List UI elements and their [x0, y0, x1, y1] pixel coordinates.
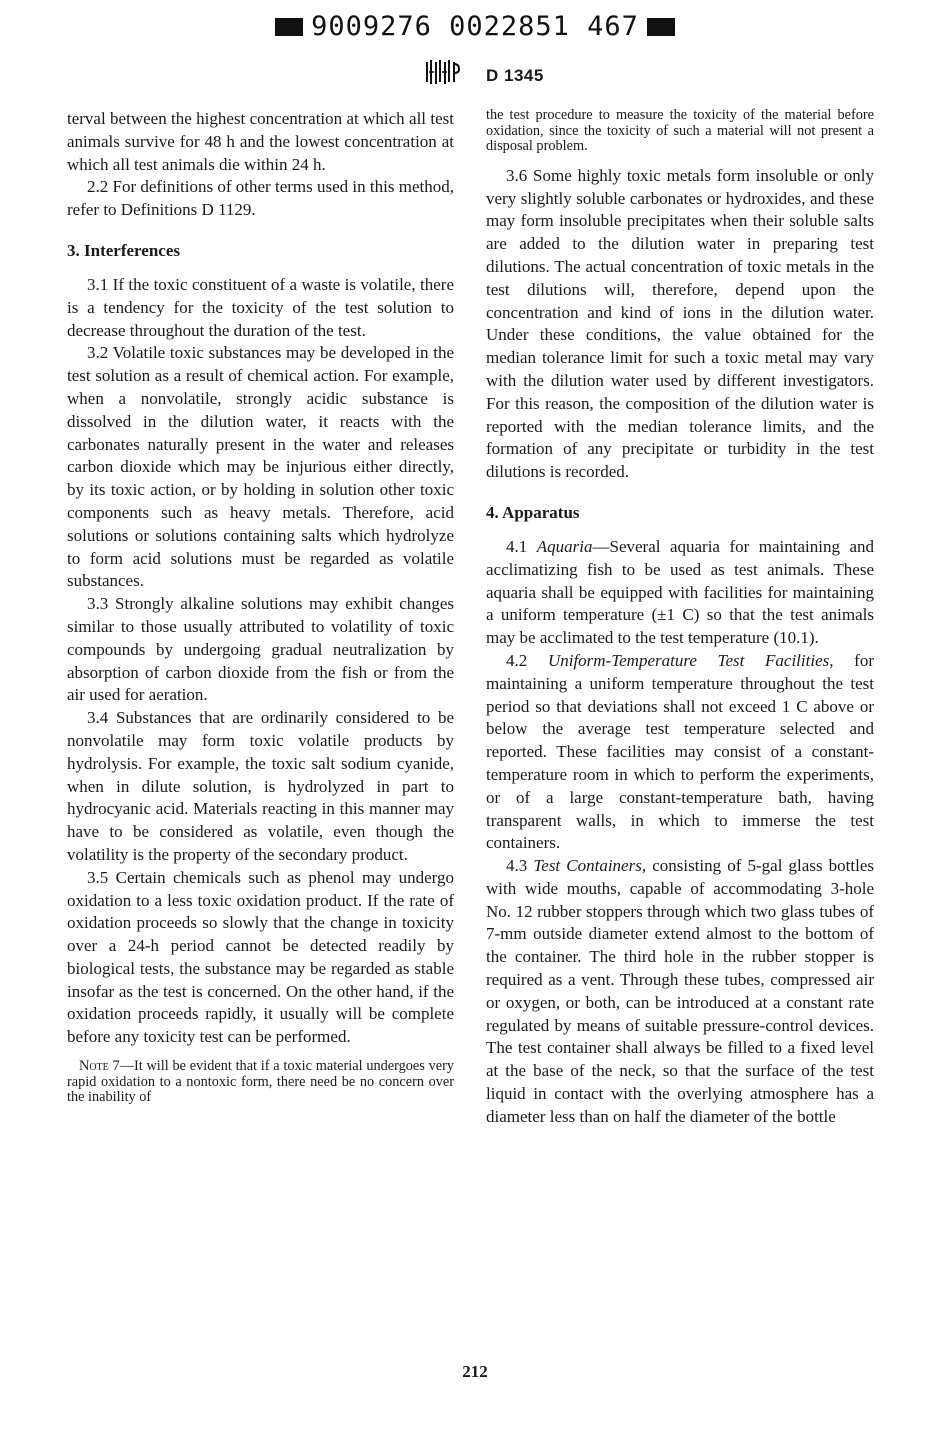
- paragraph-3-4: 3.4 Substances that are ordinarily considered to be nonvolatile may form toxic volatile products by hydrolysis. For example, the toxic salt sodium cyanide, when in dilute solution, is hydrolyzed in part to hydrocyanic acid. Materials reacting in this manner may have to be considered as volatile, even though the volatility is the property of the secondary product.: [67, 708, 454, 864]
- paragraph-3-1: 3.1 If the toxic constituent of a waste is volatile, there is a tendency for the toxicity of the test solution to decrease throughout the duration of the test.: [67, 274, 454, 340]
- p-4-2-text: for maintaining a uniform temperature throughout the test period so that deviations shall not exceed 1 C above or below the average test temperature selected and reported. These facilities may consist of a constant-temperature room in which to perform the experiments, or of a large constant-temperature bath, having transparent walls, in which to immerse the test containers.: [486, 650, 874, 853]
- paragraph-4-2: [486, 650, 874, 855]
- p-4-2-number: 4.2: [506, 650, 528, 670]
- black-marker-left: [275, 18, 303, 36]
- heading-interferences: 3. Interferences: [67, 240, 180, 260]
- paragraph-2-2: 2.2 For definitions of other terms used in this method, refer to Definitions D 1129.: [67, 177, 454, 220]
- p-4-3-number: 4.3: [506, 856, 528, 876]
- note-label: Note 7: [79, 1058, 120, 1075]
- p-4-2-title: Uniform-Temperature Test Facilities,: [547, 650, 834, 670]
- note-text: —It will be evident that if a toxic material undergoes very rapid oxidation to a nontoxic form, there need be no concern over the inability of: [67, 1058, 454, 1106]
- p-4-1-text: —Several aquaria for maintaining and acclimatizing fish to be used as test animals. These aquaria shall be equipped with facilities for maintaining a uniform temperature (±1 C) so that the test animals may be acclimated to the test temperature (10.1).: [486, 536, 875, 648]
- p-4-1-title: Aquaria: [536, 536, 593, 556]
- astm-logo-icon: [423, 58, 463, 86]
- heading-apparatus: 4. Apparatus: [486, 502, 580, 522]
- paragraph-3-3: 3.3 Strongly alkaline solutions may exhibit changes similar to those usually attributed to volatility of toxic compounds by undergoing gradual neutralization by absorption of carbon dioxide from the fish or from the air used for aeration.: [67, 594, 454, 705]
- right-column: [486, 108, 874, 1129]
- paragraph-4-3: [486, 855, 874, 1129]
- paragraph-3-5: 3.5 Certain chemicals such as phenol may undergo oxidation to a less toxic oxidation product. If the rate of oxidation proceeds so slowly that the change in toxicity over a 24-h period cannot be detected readily by biological tests, the substance may be regarded as stable insofar as the test is concerned. On the other hand, if the oxidation proceeds rapidly, it usually will be complete before any toxicity test can be performed.: [67, 867, 454, 1047]
- document-control-number: [0, 10, 950, 42]
- paragraph-3-2: 3.2 Volatile toxic substances may be developed in the test solution as a result of chemical action. For example, when a nonvolatile, strongly acidic substance is dissolved in the dilution water, it reacts with the carbonates naturally present in the water and releases carbon dioxide which may be injurious either directly, by its toxic action, or by holding in solution other toxic components such as heavy metals. Therefore, acid solutions or solutions containing salts which hydrolyze to form acid solutions must be regarded as volatile substances.: [67, 343, 454, 591]
- left-column: [67, 108, 454, 1106]
- note-7: [67, 1059, 454, 1106]
- p-4-3-text: consisting of 5-gal glass bottles with wide mouths, capable of accommodating 3-hole No. 12 rubber stoppers through which two glass tubes of 7-mm outside diameter extend almost to the bottom of the container. The third hole in the rubber stopper is required as a vent. Through these tubes, compressed air or oxygen, or both, can be introduced at a constant rate regulated by means of suitable pressure-control devices. The test container shall always be filled to a fixed level at the base of the neck, so that the surface of the test liquid in contact with the overlying atmosphere has a diameter less than on half the diameter of the bottle: [486, 856, 875, 1126]
- page-number: 212: [462, 1362, 488, 1381]
- paragraph-4-1: [486, 536, 874, 650]
- note-continuation: the test procedure to measure the toxicity of the material before oxidation, since the toxicity of such a material will not present a disposal problem.: [486, 107, 874, 155]
- black-marker-right: [647, 18, 675, 36]
- paragraph-3-6: 3.6 Some highly toxic metals form insoluble or only very slightly soluble carbonates or hydroxides, and these may form insoluble precipitates when their soluble salts are added to the dilution water in preparing test dilutions. The actual concentration of toxic metals in the test dilutions will, therefore, depend upon the concentration and kind of ions in the dilution water. Under these conditions, the value obtained for the median tolerance limit for such a toxic metal may vary with the dilution water used by different investigators. For this reason, the composition of the dilution water is reported with the median tolerance limits, and the formation of any precipitate or turbidity in the test dilutions is recorded.: [486, 165, 874, 482]
- document-number: D 1345: [486, 66, 544, 85]
- p-4-1-number: 4.1: [506, 536, 528, 556]
- paragraph-continuation: terval between the highest concentration at which all test animals survive for 48 h and the lowest concentration at which all test animals die within 24 h.: [67, 109, 454, 174]
- p-4-3-title: Test Containers,: [533, 856, 647, 876]
- barcode-text: 9009276 0022851 467: [311, 11, 639, 42]
